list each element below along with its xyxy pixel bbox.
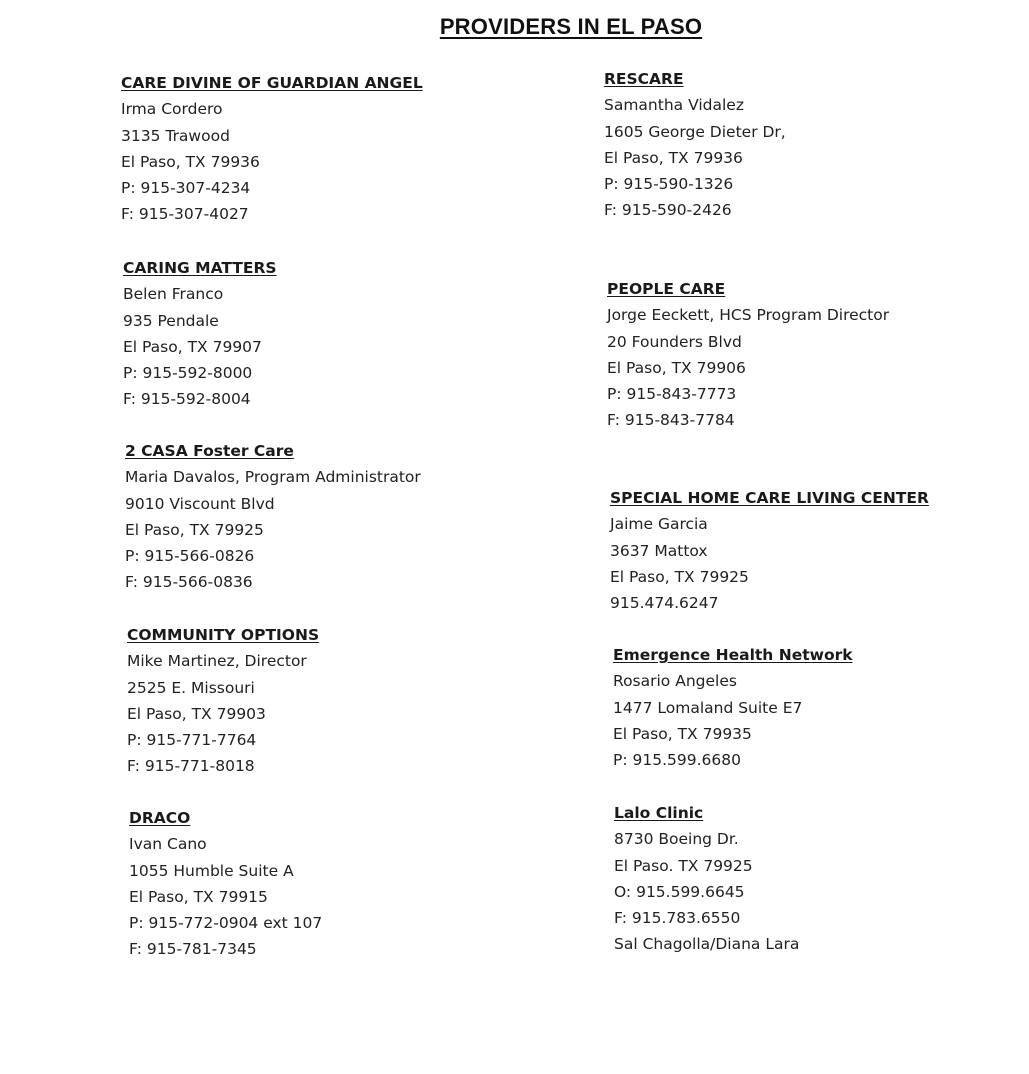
provider-office-phone: O: 915.599.6645 — [614, 882, 745, 901]
provider-name: CARE DIVINE OF GUARDIAN ANGEL — [121, 74, 423, 92]
provider-block-lalo-clinic — [614, 800, 799, 958]
provider-phone: P: 915-843-7773 — [607, 385, 737, 404]
provider-phone: P: 915-590-1326 — [604, 175, 734, 194]
provider-fax: F: 915-592-8004 — [123, 390, 251, 409]
provider-contact: Jaime Garcia — [610, 515, 708, 534]
provider-city: El Paso, TX 79907 — [123, 337, 262, 356]
provider-city: El Paso, TX 79903 — [127, 704, 266, 723]
provider-name: Lalo Clinic — [614, 804, 704, 822]
provider-contact: Jorge Eeckett, HCS Program Director — [607, 306, 890, 325]
provider-fax: F: 915.783.6550 — [614, 909, 741, 928]
provider-address: 2525 E. Missouri — [127, 678, 255, 697]
provider-fax: F: 915-843-7784 — [607, 411, 735, 430]
provider-address: 20 Founders Blvd — [607, 332, 742, 351]
provider-name: COMMUNITY OPTIONS — [127, 626, 320, 644]
page-title: PROVIDERS IN EL PASO — [439, 14, 703, 39]
provider-city: El Paso, TX 79925 — [610, 567, 749, 586]
provider-address: 9010 Viscount Blvd — [125, 494, 275, 513]
provider-city: El Paso, TX 79936 — [604, 148, 743, 167]
provider-fax: F: 915-566-0836 — [125, 573, 253, 592]
provider-block-community-options — [127, 622, 319, 780]
provider-block-emergence-health — [613, 642, 853, 773]
provider-fax: F: 915-590-2426 — [604, 201, 732, 220]
provider-phone: P: 915-772-0904 ext 107 — [129, 914, 323, 933]
provider-contact: Sal Chagolla/Diana Lara — [614, 935, 800, 954]
provider-city: El Paso, TX 79915 — [129, 887, 268, 906]
provider-contact: Belen Franco — [123, 285, 224, 304]
provider-contact: Samantha Vidalez — [604, 96, 744, 115]
provider-address: 1605 George Dieter Dr, — [604, 122, 786, 141]
provider-city: El Paso, TX 79935 — [613, 724, 752, 743]
provider-address: 935 Pendale — [123, 311, 219, 330]
provider-phone: P: 915-307-4234 — [121, 179, 251, 198]
provider-address: 1055 Humble Suite A — [129, 861, 294, 880]
provider-city: El Paso. TX 79925 — [614, 856, 753, 875]
provider-block-care-divine — [121, 70, 423, 228]
provider-block-rescare — [604, 66, 786, 224]
provider-block-draco — [129, 805, 322, 963]
provider-fax: F: 915-771-8018 — [127, 757, 255, 776]
provider-contact: Ivan Cano — [129, 835, 207, 854]
provider-address: 1477 Lomaland Suite E7 — [613, 698, 803, 717]
provider-name: CARING MATTERS — [123, 259, 277, 277]
provider-fax: F: 915-781-7345 — [129, 940, 257, 959]
provider-contact: Maria Davalos, Program Administrator — [125, 468, 421, 487]
provider-phone: P: 915-592-8000 — [123, 364, 253, 383]
provider-phone: 915.474.6247 — [610, 594, 719, 613]
provider-address: 3135 Trawood — [121, 126, 230, 145]
provider-name: PEOPLE CARE — [607, 280, 726, 298]
provider-block-caring-matters — [123, 255, 277, 413]
provider-block-special-home-care — [610, 485, 929, 616]
provider-contact: Rosario Angeles — [613, 672, 737, 691]
provider-block-casa-foster-care — [125, 438, 421, 596]
provider-name: Emergence Health Network — [613, 646, 853, 664]
provider-name: SPECIAL HOME CARE LIVING CENTER — [610, 489, 929, 507]
provider-city: El Paso, TX 79925 — [125, 520, 264, 539]
provider-phone: P: 915-771-7764 — [127, 731, 257, 750]
provider-fax: F: 915-307-4027 — [121, 205, 249, 224]
provider-name: DRACO — [129, 809, 191, 827]
provider-contact: Irma Cordero — [121, 100, 223, 119]
provider-name: 2 CASA Foster Care — [125, 442, 294, 460]
provider-city: El Paso, TX 79906 — [607, 358, 746, 377]
provider-contact: Mike Martinez, Director — [127, 652, 307, 671]
provider-address: 8730 Boeing Dr. — [614, 830, 739, 849]
provider-city: El Paso, TX 79936 — [121, 152, 260, 171]
provider-address: 3637 Mattox — [610, 541, 708, 560]
provider-name: RESCARE — [604, 70, 684, 88]
provider-phone: P: 915-566-0826 — [125, 547, 255, 566]
provider-block-people-care — [607, 276, 889, 434]
provider-phone: P: 915.599.6680 — [613, 751, 741, 770]
